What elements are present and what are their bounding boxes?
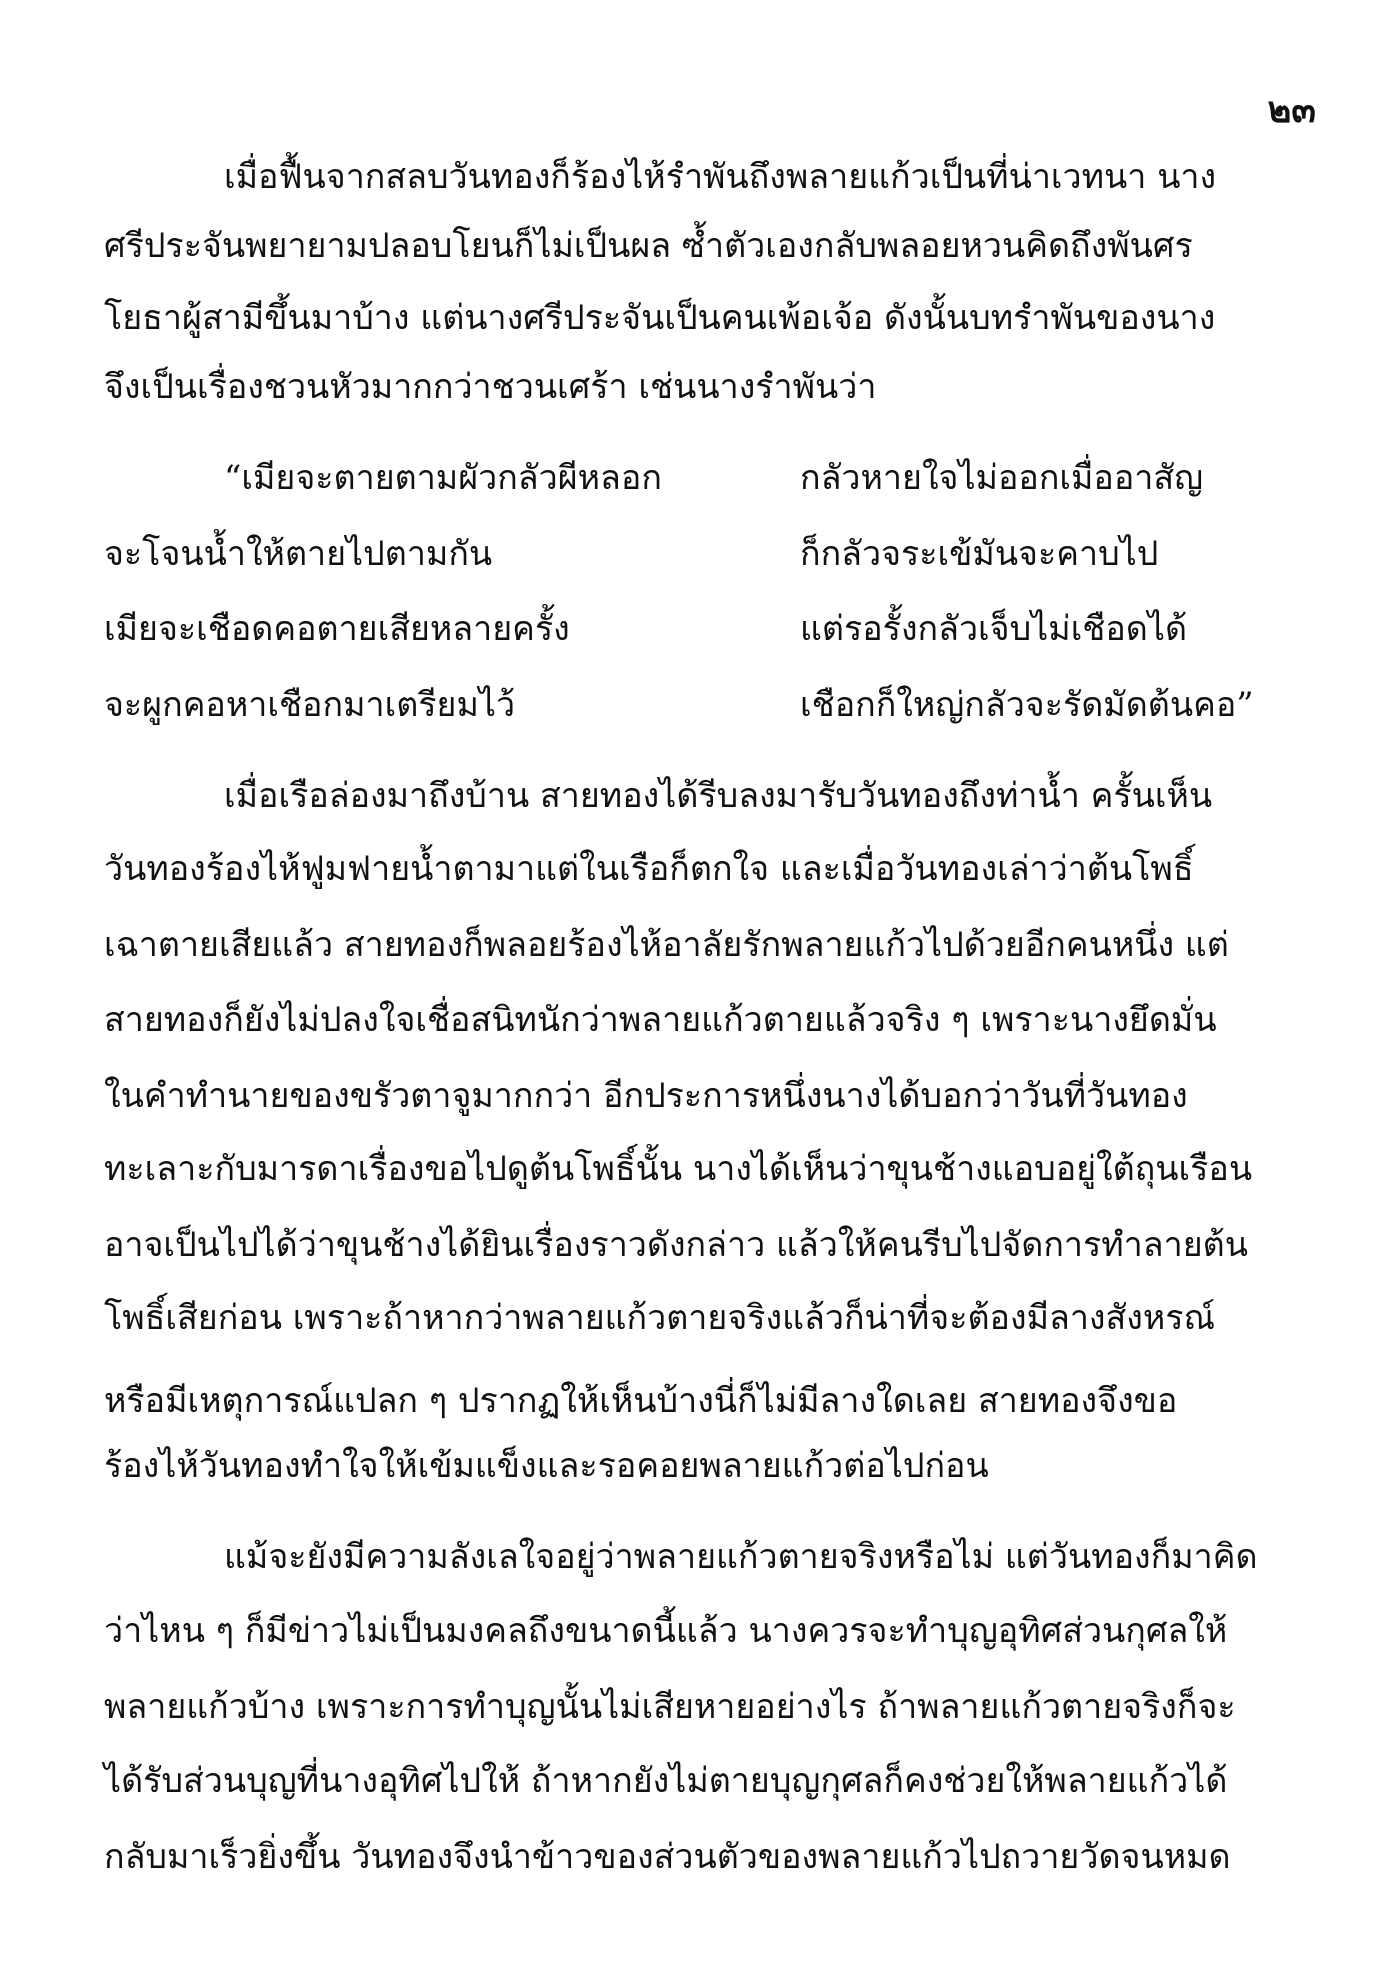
paragraph-2-line: โพธิ์เสียก่อน เพราะถ้าหากว่าพลายแก้วตายจริงแล้วก็น่าที่จะต้องมีลางสังหรณ์ bbox=[104, 1298, 1216, 1338]
verse-line-left: จะผูกคอหาเชือกมาเตรียมไว้ bbox=[104, 685, 516, 725]
paragraph-2-line: ร้องไห้วันทองทำใจให้เข้มแข็งและรอคอยพลายแก้วต่อไปก่อน bbox=[104, 1446, 989, 1486]
paragraph-3-line: ว่าไหน ๆ ก็มีข่าวไม่เป็นมงคลถึงขนาดนี้แล้ว นางควรจะทำบุญอุทิศส่วนกุศลให้ bbox=[104, 1611, 1228, 1651]
paragraph-3-line: พลายแก้วบ้าง เพราะการทำบุญนั้นไม่เสียหายอย่างไร ถ้าพลายแก้วตายจริงก็จะ bbox=[104, 1687, 1236, 1727]
verse-line-right: ก็กลัวจระเข้มันจะคาบไป bbox=[800, 534, 1159, 574]
paragraph-3-line: กลับมาเร็วยิ่งขึ้น วันทองจึงนำข้าวของส่วนตัวของพลายแก้วไปถวายวัดจนหมด bbox=[104, 1837, 1231, 1877]
paragraph-1-line: เมื่อฟื้นจากสลบวันทองก็ร้องไห้รำพันถึงพลายแก้วเป็นที่น่าเวทนา นาง bbox=[224, 157, 1217, 197]
verse-line-left: จะโจนน้ำให้ตายไปตามกัน bbox=[104, 534, 493, 574]
verse-line-left: เมียจะเชือดคอตายเสียหลายครั้ง bbox=[104, 609, 570, 649]
paragraph-2-line: หรือมีเหตุการณ์แปลก ๆ ปรากฏให้เห็นบ้างนี่ก็ไม่มีลางใดเลย สายทองจึงขอ bbox=[104, 1381, 1178, 1421]
paragraph-3-line: ได้รับส่วนบุญที่นางอุทิศไปให้ ถ้าหากยังไม่ตายบุญกุศลก็คงช่วยให้พลายแก้วได้ bbox=[104, 1761, 1228, 1801]
verse-line-right: แต่รอรั้งกลัวเจ็บไม่เชือดได้ bbox=[800, 609, 1188, 649]
paragraph-2-line: เฉาตายเสียแล้ว สายทองก็พลอยร้องไห้อาลัยรักพลายแก้วไปด้วยอีกคนหนึ่ง แต่ bbox=[104, 925, 1229, 965]
paragraph-2-line: วันทองร้องไห้ฟูมฟายน้ำตามาแต่ในเรือก็ตกใจ และเมื่อวันทองเล่าว่าต้นโพธิ์ bbox=[104, 849, 1194, 889]
paragraph-3-line: แม้จะยังมีความลังเลใจอยู่ว่าพลายแก้วตายจริงหรือไม่ แต่วันทองก็มาคิด bbox=[224, 1537, 1258, 1577]
paragraph-1-line: โยธาผู้สามีขึ้นมาบ้าง แต่นางศรีประจันเป็นคนเพ้อเจ้อ ดังนั้นบทรำพันของนาง bbox=[104, 298, 1216, 338]
page-number: ๒๓ bbox=[1267, 89, 1316, 131]
paragraph-2-line: เมื่อเรือล่องมาถึงบ้าน สายทองได้รีบลงมารับวันทองถึงท่าน้ำ ครั้นเห็น bbox=[224, 776, 1213, 816]
paragraph-1-line: ศรีประจันพยายามปลอบโยนก็ไม่เป็นผล ซ้ำตัวเองกลับพลอยหวนคิดถึงพันศร bbox=[104, 226, 1193, 266]
paragraph-2-line: ทะเลาะกับมารดาเรื่องขอไปดูต้นโพธิ์นั้น นางได้เห็นว่าขุนช้างแอบอยู่ใต้ถุนเรือน bbox=[104, 1149, 1253, 1189]
verse-line-right: กลัวหายใจไม่ออกเมื่ออาสัญ bbox=[800, 458, 1204, 498]
paragraph-1-line: จึงเป็นเรื่องชวนหัวมากกว่าชวนเศร้า เช่นนางรำพันว่า bbox=[104, 367, 877, 407]
verse-line-right: เชือกก็ใหญ่กลัวจะรัดมัดต้นคอ” bbox=[800, 685, 1254, 725]
paragraph-2-line: ในคำทำนายของขรัวตาจูมากกว่า อีกประการหนึ่งนางได้บอกว่าวันที่วันทอง bbox=[104, 1076, 1188, 1116]
paragraph-2-line: สายทองก็ยังไม่ปลงใจเชื่อสนิทนักว่าพลายแก้วตายแล้วจริง ๆ เพราะนางยึดมั่น bbox=[104, 1000, 1217, 1040]
verse-line-left: “เมียจะตายตามผัวกลัวผีหลอก bbox=[224, 458, 662, 498]
paragraph-2-line: อาจเป็นไปได้ว่าขุนช้างได้ยินเรื่องราวดังกล่าว แล้วให้คนรีบไปจัดการทำลายต้น bbox=[104, 1225, 1248, 1265]
